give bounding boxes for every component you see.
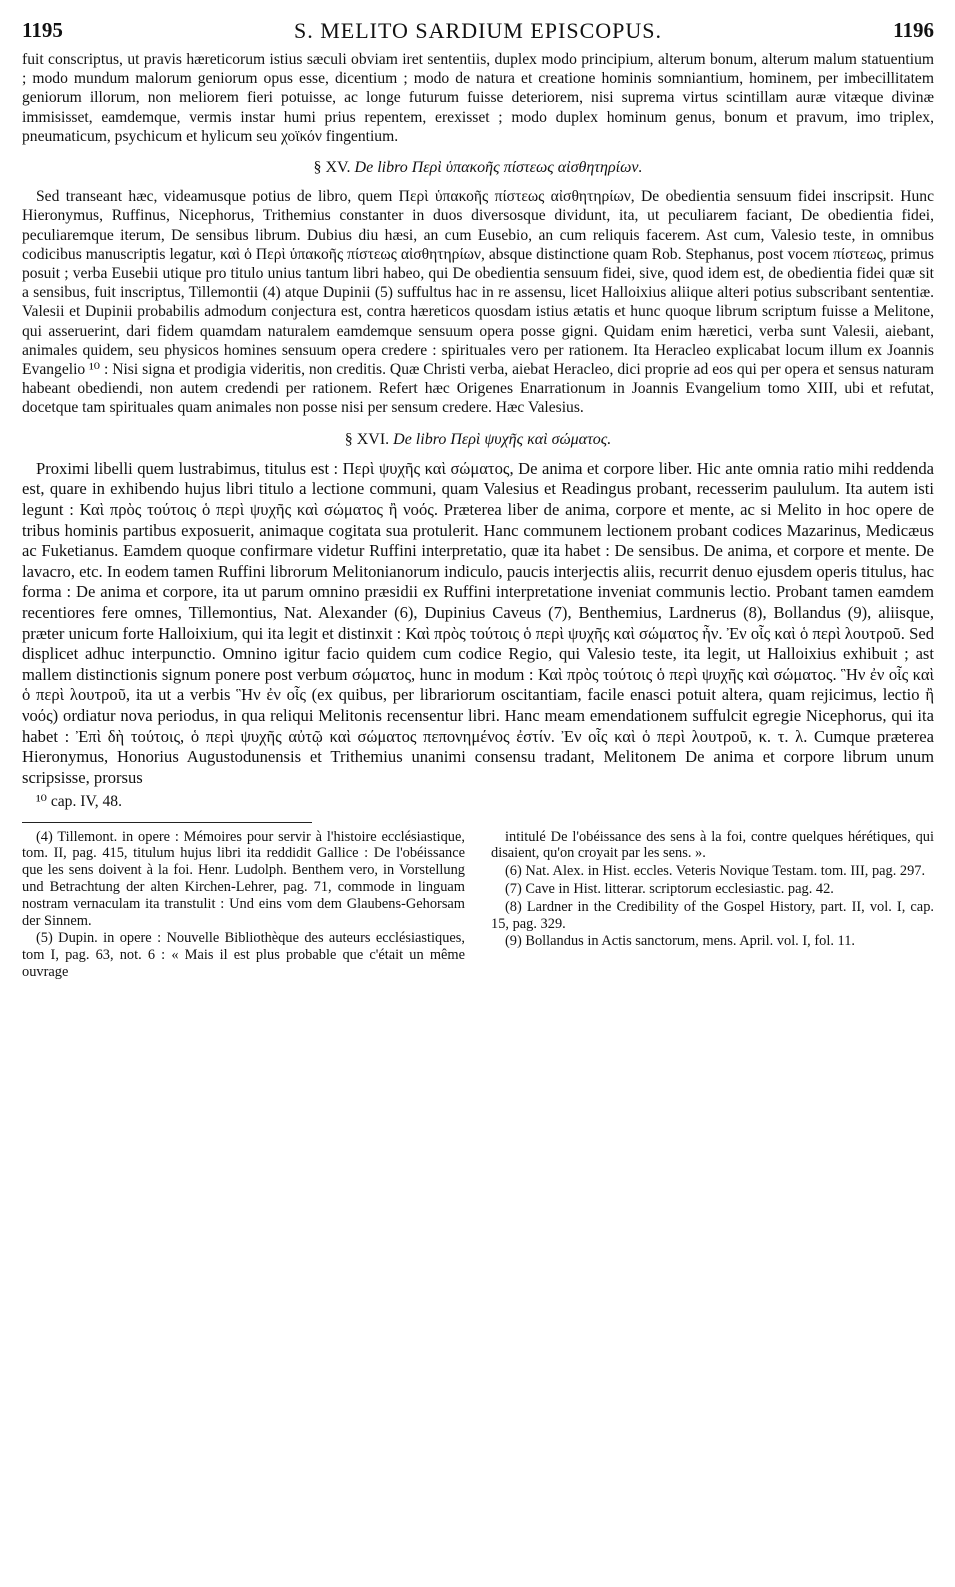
section-heading-xv xyxy=(22,158,934,177)
document-page xyxy=(22,14,934,982)
left-column-number: 1195 xyxy=(22,18,63,42)
main-text xyxy=(22,50,934,812)
footnotes-right-column xyxy=(491,829,934,982)
footnotes xyxy=(22,829,934,982)
footnote: (9) Bollandus in Actis sanctorum, mens. April. vol. I, fol. 11. xyxy=(505,933,856,950)
footnote: (8) Lardner in the Credibility of the Gospel History, part. II, vol. I, cap. 15, pag. 329. xyxy=(491,898,934,932)
section-number: § XV. xyxy=(313,159,351,177)
page-header xyxy=(22,14,934,50)
footnote: intitulé De l'obéissance des sens à la foi, contre quelques hérétiques, qui disaient, qu'on croyait par les sens. ». xyxy=(491,828,934,862)
footnotes-left-column xyxy=(22,829,465,982)
footnote: (7) Cave in Hist. litterar. scriptorum ecclesiastic. pag. 42. xyxy=(505,880,834,897)
footnote: (6) Nat. Alex. in Hist. eccles. Veteris Novique Testam. tom. III, pag. 297. xyxy=(505,863,926,880)
intro-paragraph: fuit conscriptus, ut pravis hæreticorum istius sæculi obviam iret sententiis, duplex modo principium, alterum bonum, alterum malum statuentium ; modo mundum malorum geniorum opus esse, dicentium ; modo de natura et creatione hominis somniantium, hominem, per imbecillitatem geniorum illorum, non meliorem fieri potuisse, ac longe futurum fuisse deteriorem, nisi suprema virtus scintillam auræ vitæque divinæ immisisset, eamdemque, vermis instar humi prius repentem, erexisset ; modo duplex hominum genus, bonum et pravum, imo triplex, pneumaticum, psychicum et hylicum seu χοϊκόν fingentium. xyxy=(22,51,934,145)
running-title: S. MELITO SARDIUM EPISCOPUS. xyxy=(293,18,663,43)
scripture-footnote: ¹⁰ cap. IV, 48. xyxy=(36,793,122,811)
section-title-greek: Περὶ ὑπακοῆς πίστεως αἰσθητηρίων. xyxy=(411,159,643,177)
paragraph-xv: Sed transeant hæc, videamusque potius de libro, quem Περὶ ὑπακοῆς πίστεως αἰσθητηρίων, De obedientia sensuum fidei inscripsit. Hunc Hieronymus, Ruffinus, Nicephorus, Trithemius constanter in duos diversosque dividunt, ita, ut peculiarem faciant, De obedientia fidei, peculiaremque iterum, De sensibus librum. Dubius diu hæsi, an cum Eusebio, an cum reliquis facerem. Ast cum, Valesio teste, in omnibus codicibus manuscriptis legatur, καὶ ὁ Περὶ ὑπακοῆς πίστεως αἰσθητηρίων, absque distinctione quam Rob. Stephanus, post vocem πίστεως, primus posuit ; verba Eusebii utique pro titulo unius tantum libri habeo, qui De obedientia sensuum fidei, sive, quod idem est, de obedientia fidei quæ sit a sensibus, fuit inscriptus, Tillemontii (4) atque Dupinii (5) suffultus hac in re assensu, licet Halloixius aliique alteri potius subscribant sententiæ. Valesii et Dupinii probabilis admodum conjectura est, contra hæreticos quosdam istius ætatis et hunc quoque librum scriptum fuisse a Melitone, qui asseruerint, dari fidem quamdam naturalem eamdemque sensuum opera posse gigni. Quidam enim hæretici, verba sunt Valesii, aiebant, animales quidem, seu physicos homines sensuum opera credere : spirituales vero per rationem. Ita Heracleo explicabat locum illum ex Joannis Evangelio ¹⁰ : Nisi signa et prodigia videritis, non creditis. Quæ Christi verba, aiebat Heracleo, dici proprie ad eos qui per opera et sensus naturam habeant obediendi, non autem credendi per rationem. Refert hæc Origenes Enarrationum in Joannis Evangelium tomo XIII, ubi et refutat, docetque tam spirituales quam animales non posse nisi per sensum credere. Hæc Valesius. xyxy=(22,188,934,417)
right-column-number: 1196 xyxy=(893,18,934,42)
section-number: § XVI. xyxy=(344,430,390,448)
section-title-latin: De libro xyxy=(393,430,447,448)
footnote-divider xyxy=(22,822,312,823)
section-title-greek: Περὶ ψυχῆς καὶ σώματος. xyxy=(450,430,612,448)
section-title-latin: De libro xyxy=(354,159,408,177)
footnote: (5) Dupin. in opere : Nouvelle Bibliothèque des auteurs ecclésiastiques, tom I, pag. 63, not. 6 : « Mais il est plus probable que c'était un même ouvrage xyxy=(22,930,465,980)
footnote: (4) Tillemont. in opere : Mémoires pour servir à l'histoire ecclésiastique, tom. II, pag. 415, titulum hujus libri ita reddidit Gallice : De l'obéissance que les sens doivent à la foi. Henr. Ludolph. Benthem vero, in Vorstellung und Betrachtung der alten Kirchen-Lehrer, pag. 71, commode in linguam nostram vernaculam ita transtulit : Und eins vom dem Glaubens-Gehorsam der Sinnem. xyxy=(22,828,465,929)
section-heading-xvi xyxy=(22,430,934,449)
paragraph-xvi: Proximi libelli quem lustrabimus, titulus est : Περὶ ψυχῆς καὶ σώματος, De anima et corpore liber. Hic ante omnia ratio mihi reddenda est, quare in exhibendo hujus libri titulo a lectione communi, quam Valesius et Readingus probant, recesserim paululum. Ita autem isti legunt : Καὶ πρὸς τούτοις ὁ περὶ ψυχῆς καὶ σώματος ἢ νοός. Præterea liber de anima, corpore et mente, ac si Melito in hoc opere de tribus hominis partibus exposuerit, animaque cogitata sua protulerit. Hanc communem lectionem probant codices Mazarinus, Medicæus ac Fuketianus. Eamdem quoque confirmare videtur Ruffini interpretatio, quæ ita habet : De sensibus. De anima, et corpore et mente. De lavacro, etc. In eodem tamen Ruffini librorum Melitonianorum indiculo, paucis interjectis aliis, recurrit denuo ejusdem operis titulus, hac forma : De anima et corpore, ita ut parum omnino præsidii ex Ruffini interpretatione inveniat communis lectio. Probant tamen eamdem recentiores fere omnes, Tillemontius, Nat. Alexander (6), Dupinius Caveus (7), Benthemius, Lardnerus (8), Bollandus (9), aliisque, præter unicum forte Halloixium, qui ita legit et distinxit : Καὶ πρὸς τούτοις ὁ περὶ ψυχῆς καὶ σώματος ἦν. Ἐν οἷς καὶ ὁ περὶ λουτροῦ. Sed displicet adhuc interpunctio. Omnino igitur facio quidem cum codice Regio, qui Valesio teste, ita legit, ut Halloixius exhibuit ; ast mallem distinctionis signum ponere post verbum σώματος, hunc in modum : Καὶ πρὸς τούτοις ὁ περὶ ψυχῆς καὶ σώματος. Ἣν ἐν οἷς καὶ ὁ περὶ λουτροῦ, ita ut a verbis Ἣν ἐν οἷς (ex quibus, per librariorum oscitantiam, facile enasci potuit altera, quam rejicimus, lectio ἢ νοός) ordiatur nova periodus, in qua reliqui Melitonis recensentur libri. Hanc meam emendationem suffulcit egregie Nicephorus, qui ita habet : Ἐπὶ δὴ τούτοις, ὁ περὶ ψυχῆς αὐτῷ καὶ σώματος πεπονημένος ἐστίν. Ἐν οἷς καὶ ὁ περὶ λουτροῦ, κ. τ. λ. Cumque præterea Hieronymus, Honorius Augustodunensis et Trithemius unanimi consensu tradant, Melitonem De anima et corpore librum unum scripsisse, prorsus xyxy=(22,458,934,787)
